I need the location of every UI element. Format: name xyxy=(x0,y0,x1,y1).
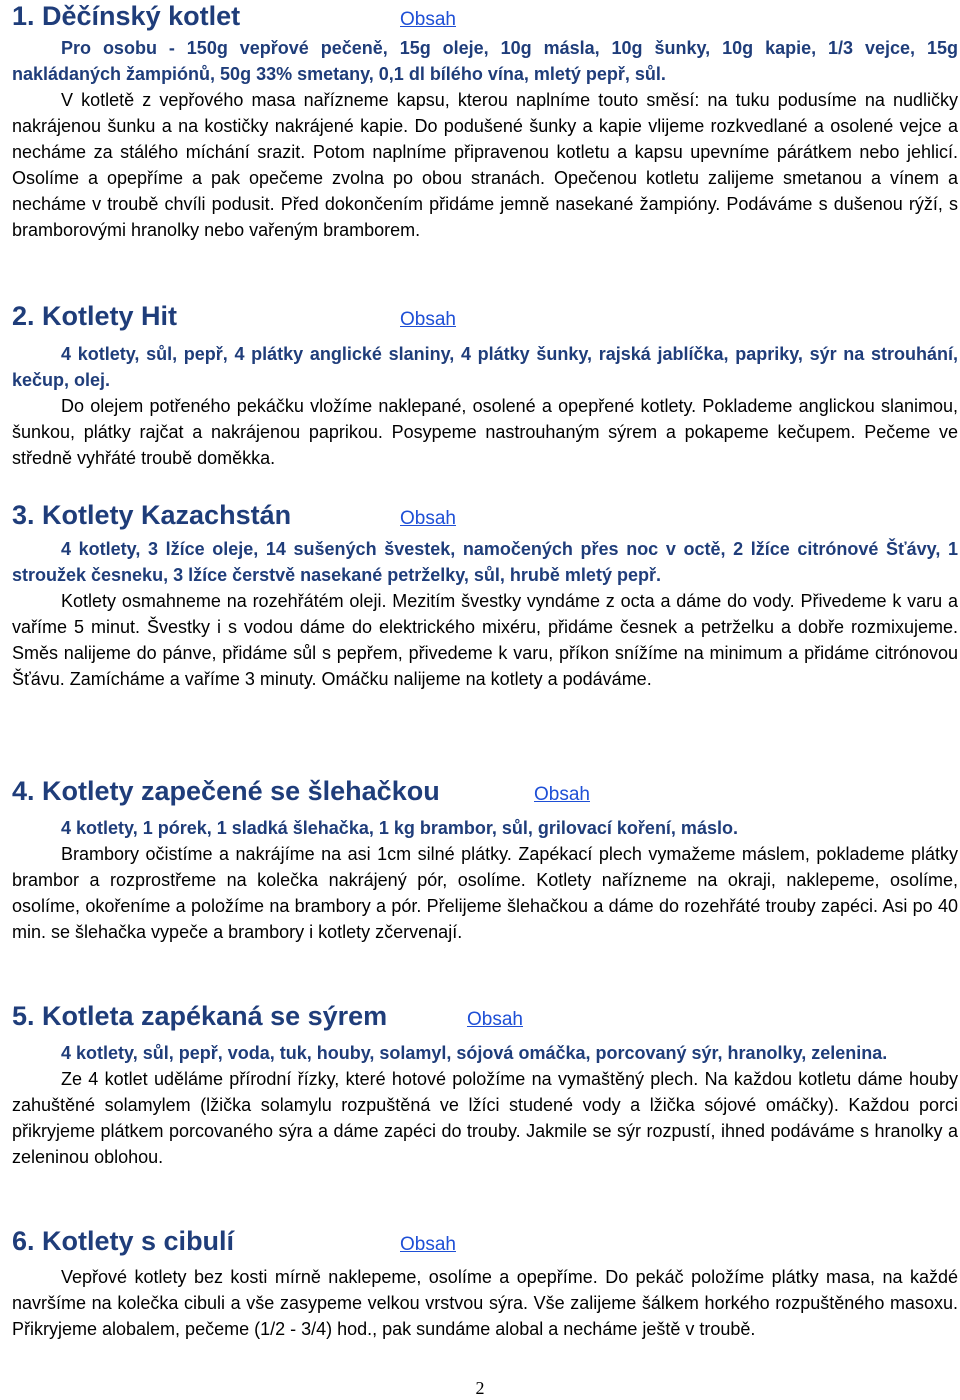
recipe-title: 5. Kotleta zapékaná se sýrem xyxy=(12,1001,388,1031)
recipe-title: 4. Kotlety zapečené se šlehačkou xyxy=(12,776,440,806)
recipe-ingredients: 4 kotlety, 1 pórek, 1 sladká šlehačka, 1 kg brambor, sůl, grilovací koření, máslo. xyxy=(61,818,738,838)
recipe-section xyxy=(12,775,958,945)
contents-link[interactable]: Obsah xyxy=(400,1234,456,1255)
recipe-section xyxy=(12,499,958,692)
recipe-header xyxy=(12,1000,958,1032)
recipe-ingredients: 4 kotlety, sůl, pepř, 4 plátky anglické slaniny, 4 plátky šunky, rajská jablíčka, papriky, sýr na strouhání, kečup, olej. xyxy=(12,344,958,390)
recipe-title: 1. Děčínský kotlet xyxy=(12,1,241,31)
recipe-ingredients: 4 kotlety, sůl, pepř, voda, tuk, houby, solamyl, sójová omáčka, porcovaný sýr, hranolky, zelenina. xyxy=(61,1043,888,1063)
recipe-section xyxy=(12,1000,958,1170)
recipe-section xyxy=(12,300,958,471)
recipe-section xyxy=(12,1225,958,1342)
recipe-instructions: Ze 4 kotlet uděláme přírodní řízky, které hotové položíme na vymaštěný plech. Na každou kotletu dáme houby zahuštěné solamylem (lžička solamylu rozpuštěná ve lžíci studené vody a lžička sójové omáčky). Každou porci přikryjeme plátkem porcovaného sýra a dáme zapéci do trouby. Jakmile se sýr rozpustí, ihned podáváme s hranolky a zeleninou oblohou. xyxy=(12,1069,958,1167)
recipe-ingredients: Pro osobu - 150g vepřové pečeně, 15g oleje, 10g másla, 10g šunky, 10g kapie, 1/3 vejce, 15g nakládaných žampiónů, 50g 33% smetany, 0,1 dl bílého vína, mletý pepř, sůl. xyxy=(12,38,958,84)
contents-link[interactable]: Obsah xyxy=(400,309,456,330)
recipe-header xyxy=(12,775,958,807)
recipe-instructions: Vepřové kotlety bez kosti mírně naklepeme, osolíme a opepříme. Do pekáč položíme plátky masa, na každé navršíme na kolečka cibuli a vše zasypeme velkou vrstvou sýra. Vše zalijeme šálkem horkého rozpuštěného masoxu. Přikryjeme alobalem, pečeme (1/2 - 3/4) hod., pak sundáme alobal a necháme ještě v troubě. xyxy=(12,1267,958,1339)
recipe-header xyxy=(12,300,958,332)
recipe-title: 6. Kotlety s cibulí xyxy=(12,1226,235,1256)
recipe-header xyxy=(12,1225,958,1257)
contents-link[interactable]: Obsah xyxy=(467,1009,523,1030)
recipe-title: 3. Kotlety Kazachstán xyxy=(12,500,292,530)
recipe-header xyxy=(12,499,958,531)
page-number: 2 xyxy=(475,1378,485,1398)
recipe-title: 2. Kotlety Hit xyxy=(12,301,178,331)
recipe-ingredients: 4 kotlety, 3 lžíce oleje, 14 sušených švestek, namočených přes noc v octě, 2 lžíce citrónové Šťávy, 1 stroužek česneku, 3 lžíce čerstvě nasekané petrželky, sůl, hrubě mletý pepř. xyxy=(12,539,958,585)
recipe-instructions: Brambory očistíme a nakrájíme na asi 1cm silné plátky. Zapékací plech vymažeme máslem, poklademe plátky brambor a rozprostřeme na kolečka nakrájený pór, osolíme. Kotlety nařízneme na okraji, naklepeme, osolíme, osolíme, okořeníme a položíme na brambory a pór. Přelijeme šlehačkou a dáme do rozehřáté trouby zapéci. Asi po 40 min. se šlehačka vypeče a brambory i kotlety zčervenají. xyxy=(12,844,958,942)
recipe-instructions: V kotletě z vepřového masa nařízneme kapsu, kterou naplníme touto směsí: na tuku podusíme na nudličky nakrájenou šunku a na kostičky nakrájené kapie. Do podušené šunky a kapie vlijeme rozkvedlané a osolené vejce a necháme za stálého míchání srazit. Potom naplníme připravenou kotletu a kapsu upevníme párátkem nebo jehlicí. Osolíme a opepříme a pak opečeme zvolna po obou stranách. Opečenou kotletu zalijeme smetanou a vínem a necháme v troubě chvíli podusit. Před dokončením přidáme jemně nasekané žampióny. Podáváme s dušenou rýží, s bramborovými hranolky nebo vařeným bramborem. xyxy=(12,90,958,240)
recipe-instructions: Kotlety osmahneme na rozehřátém oleji. Mezitím švestky vyndáme z octa a dáme do vody. Přivedeme k varu a vaříme 5 minut. Švestky i s vodou dáme do elektrického mixéru, přidáme česnek a petrželku a dobře rozmixujeme. Směs nalijeme do pánve, přidáme sůl s pepřem, přivedeme k varu, příkon snížíme na minimum a přidáme citrónovou Šťávu. Zamícháme a vaříme 3 minuty. Omáčku nalijeme na kotlety a podáváme. xyxy=(12,591,958,689)
contents-link[interactable]: Obsah xyxy=(400,9,456,30)
recipe-instructions: Do olejem potřeného pekáčku vložíme naklepané, osolené a opepřené kotlety. Poklademe anglickou slanimou, šunkou, plátky rajčat a nakrájenou paprikou. Posypeme nastrouhaným sýrem a pokapeme kečupem. Pečeme ve středně vyhřáté troubě doměkka. xyxy=(12,396,958,468)
contents-link[interactable]: Obsah xyxy=(534,784,590,805)
contents-link[interactable]: Obsah xyxy=(400,508,456,529)
recipe-section xyxy=(12,0,958,243)
recipe-header xyxy=(12,0,958,32)
